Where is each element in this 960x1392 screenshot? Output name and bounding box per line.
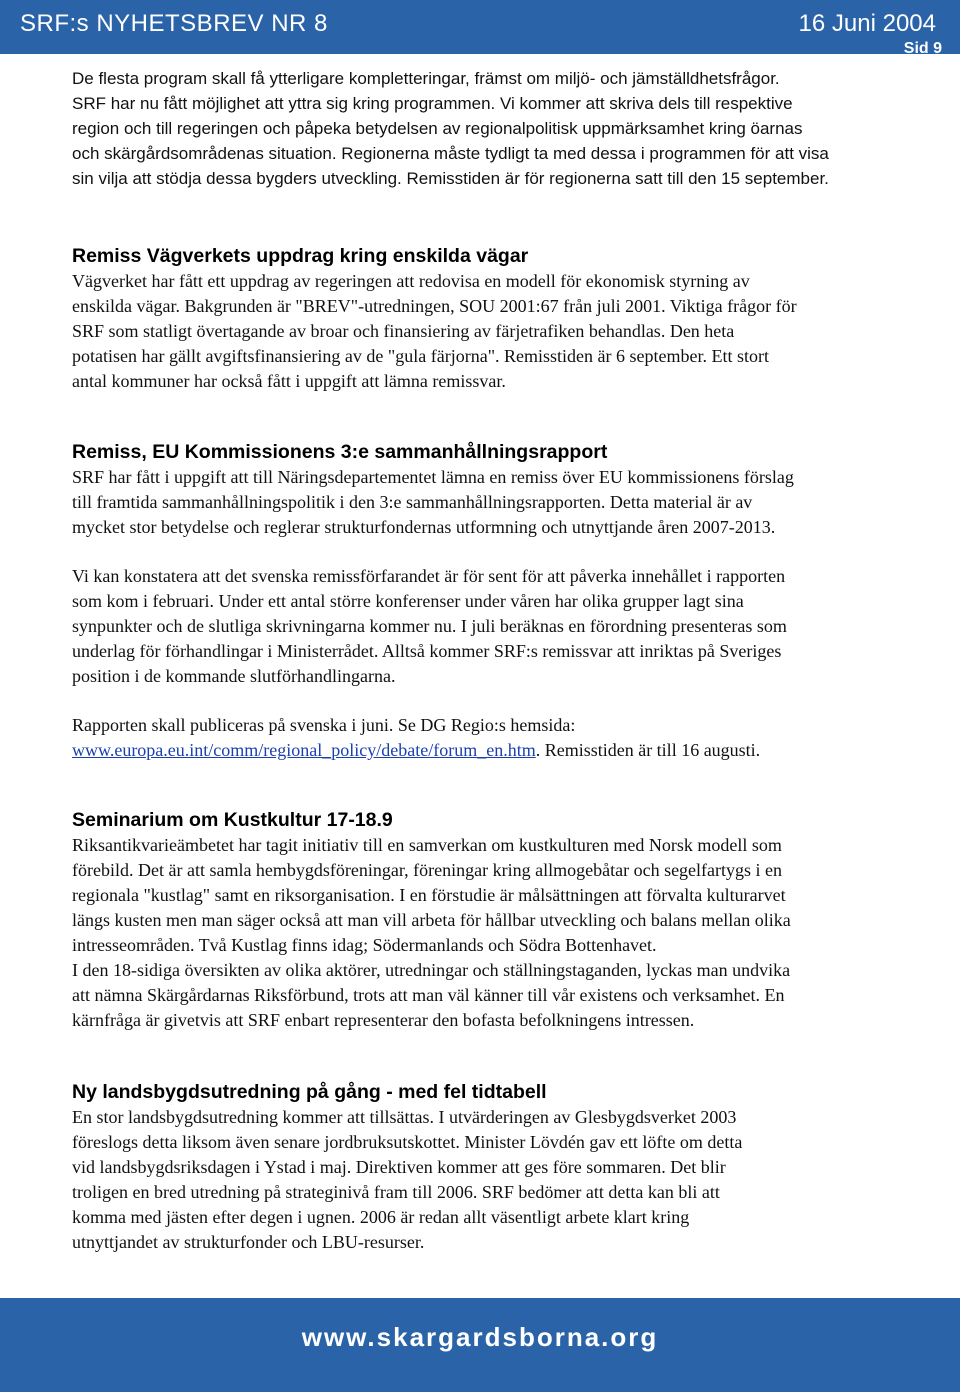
section-vagverket bbox=[72, 244, 932, 394]
section-heading: Ny landsbygdsutredning på gång - med fel tidtabell bbox=[72, 1081, 547, 1103]
section-heading: Remiss, EU Kommissionens 3:e sammanhållningsrapport bbox=[72, 441, 608, 463]
body-line: SRF som statligt övertagande av broar och finansiering av färjetrafiken behandlas. Den heta bbox=[72, 321, 735, 341]
intro-line: SRF har nu fått möjlighet att yttra sig kring programmen. Vi kommer att skriva dels till respektive bbox=[72, 94, 793, 113]
remisstid-text: . Remisstiden är till 16 augusti. bbox=[535, 740, 761, 760]
body-line: antal kommuner har också fått i uppgift att lämna remissvar. bbox=[72, 371, 506, 391]
body-line: troligen en bred utredning på strateginivå fram till 2006. SRF bedömer att detta kan bli att bbox=[72, 1182, 720, 1202]
body-line: position i de kommande slutförhandlingarna. bbox=[72, 666, 396, 686]
body-line: som kom i februari. Under ett antal större konferenser under våren har olika grupper lagt sina bbox=[72, 591, 744, 611]
section-eu-kommissionen bbox=[72, 440, 932, 763]
intro-line: sin vilja att stödja dessa bygders utveckling. Remisstiden är för regionerna satt till den 15 september. bbox=[72, 169, 829, 188]
intro-line: region och till regeringen och påpeka betydelsen av regionalpolitisk uppmärksamhet kring öarnas bbox=[72, 119, 803, 138]
section-landsbygdsutredning bbox=[72, 1080, 932, 1255]
body-line: En stor landsbygdsutredning kommer att tillsättas. I utvärderingen av Glesbygdsverket 2003 bbox=[72, 1107, 737, 1127]
body-line: underlag för förhandlingar i Ministerrådet. Alltså kommer SRF:s remissvar att inriktas på Sveriges bbox=[72, 641, 782, 661]
body-line bbox=[72, 738, 932, 763]
body-line: Vägverket har fått ett uppdrag av regeringen att redovisa en modell för ekonomisk styrning av bbox=[72, 271, 750, 291]
body-line: längs kusten men man säger också att man vill arbeta för hållbar utveckling och balans mellan olika bbox=[72, 910, 791, 930]
newsletter-title: SRF:s NYHETSBREV NR 8 bbox=[20, 10, 328, 37]
dg-regio-link[interactable]: www.europa.eu.int/comm/regional_policy/debate/forum_en.htm bbox=[72, 740, 536, 760]
header-bar bbox=[0, 0, 960, 57]
body-line: synpunkter och de slutliga skrivningarna kommer nu. I juli beräknas en förordning presenteras som bbox=[72, 616, 787, 636]
page-number: Sid 9 bbox=[903, 40, 942, 57]
intro-line: De flesta program skall få ytterligare kompletteringar, främst om miljö- och jämställdhetsfrågor. bbox=[72, 69, 780, 88]
footer-website-link[interactable]: www.skargardsborna.org bbox=[301, 1322, 659, 1352]
body-line: Rapporten skall publiceras på svenska i juni. Se DG Regio:s hemsida: bbox=[72, 715, 576, 735]
body-line: potatisen har gällt avgiftsfinansiering av de "gula färjorna". Remisstiden är 6 september. Ett stort bbox=[72, 346, 770, 366]
body-line: mycket stor betydelse och reglerar strukturfondernas utformning och utnyttjande åren 2007-2013. bbox=[72, 517, 776, 537]
body-line: enskilda vägar. Bakgrunden är "BREV"-utredningen, SOU 2001:67 från juli 2001. Viktiga frågor för bbox=[72, 296, 797, 316]
body-line: Riksantikvarieämbetet har tagit initiativ till en samverkan om kustkulturen med Norsk modell som bbox=[72, 835, 782, 855]
body-line: intresseområden. Två Kustlag finns idag; Södermanlands och Södra Bottenhavet. bbox=[72, 935, 657, 955]
body-line: komma med jästen efter degen i ugnen. 2006 är redan allt väsentligt arbete klart kring bbox=[72, 1207, 690, 1227]
body-line: föreslogs detta liksom även senare jordbruksutskottet. Minister Lövdén gav ett löfte om detta bbox=[72, 1132, 743, 1152]
section-heading: Seminarium om Kustkultur 17-18.9 bbox=[72, 809, 393, 831]
body-line: vid landsbygdsriksdagen i Ystad i maj. Direktiven kommer att ges före sommaren. Det blir bbox=[72, 1157, 726, 1177]
issue-date: 16 Juni 2004 bbox=[798, 10, 936, 37]
article-content bbox=[72, 66, 932, 1252]
body-line: regionala "kustlag" samt en riksorganisation. I en förstudie är målsättningen att förvalta kulturarvet bbox=[72, 885, 786, 905]
intro-text bbox=[72, 66, 932, 191]
intro-line: och skärgårdsområdenas situation. Regionerna måste tydligt ta med dessa i programmen för att visa bbox=[72, 144, 829, 163]
body-line: förebild. Det är att samla hembygdsföreningar, föreningar kring allmogebåtar och segelfartygs i en bbox=[72, 860, 783, 880]
footer-bar bbox=[0, 1298, 960, 1392]
body-line: I den 18-sidiga översikten av olika aktörer, utredningar och ställningstaganden, lyckas man undvika bbox=[72, 960, 791, 980]
body-line: Vi kan konstatera att det svenska remissförfarandet är för sent för att påverka innehållet i rapporten bbox=[72, 566, 786, 586]
body-line: SRF har fått i uppgift att till Näringsdepartementet lämna en remiss över EU kommissionens förslag bbox=[72, 467, 794, 487]
body-line: till framtida sammanhållningspolitik i den 3:e sammanhållningsrapporten. Detta material är av bbox=[72, 492, 753, 512]
section-kustkultur bbox=[72, 808, 932, 1033]
section-heading: Remiss Vägverkets uppdrag kring enskilda vägar bbox=[72, 245, 529, 267]
body-line: att nämna Skärgårdarnas Riksförbund, trots att man väl känner till vår existens och verksamhet. En bbox=[72, 985, 785, 1005]
body-line: utnyttjandet av strukturfonder och LBU-resurser. bbox=[72, 1232, 425, 1252]
body-line: kärnfråga är givetvis att SRF enbart representerar den bofasta befolkningens intressen. bbox=[72, 1010, 695, 1030]
